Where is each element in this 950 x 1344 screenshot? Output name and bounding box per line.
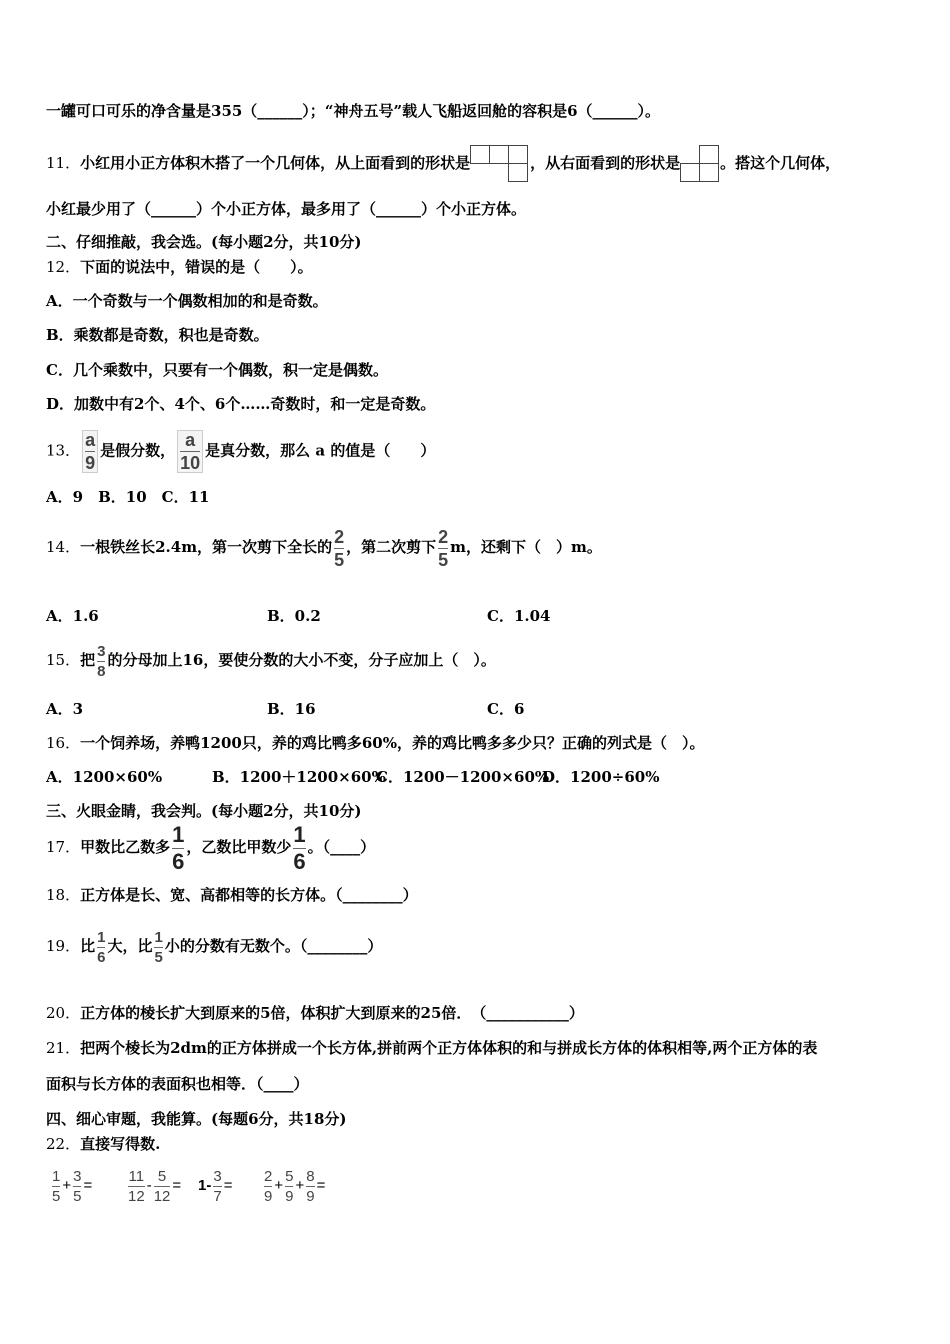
q15-option-b: B．16 bbox=[267, 700, 316, 718]
q16-option-c: C．1200－1200×60% bbox=[376, 768, 550, 786]
q21-line2: 面积与长方体的表面积也相等．（____） bbox=[46, 1075, 309, 1093]
q13-number: 13． bbox=[46, 441, 81, 460]
q22-expression-3: 1- $\frac{3}{7}$ = bbox=[198, 1167, 233, 1205]
q11-line2-text: 小红最少用了（______）个小正方体，最多用了（______）个小正方体。 bbox=[46, 200, 527, 218]
q19-stem: 19．比 $\frac{1}{6}$ 大，比 $\frac{1}{5}$ 小的分数有无数个。（________） bbox=[46, 928, 383, 966]
q20-stem: 20．正方体的棱长扩大到原来的5倍，体积扩大到原来的25倍． （___________） bbox=[46, 1004, 584, 1022]
q11-part1: 小红用小正方体积木搭了一个几何体，从上面看到的形状是 bbox=[80, 154, 471, 172]
q11-part2: ，从右面看到的形状是 bbox=[530, 154, 681, 172]
q19-fraction-2: $\frac{1}{5}$ bbox=[154, 928, 163, 966]
q16-option-a: A．1200×60% bbox=[46, 768, 163, 786]
q11-number: 11． bbox=[46, 154, 81, 172]
q20-number: 20． bbox=[46, 1004, 81, 1022]
section2-title: 二、仔细推敲，我会选。(每小题2分，共10分) bbox=[46, 233, 362, 251]
q10-tail bbox=[46, 101, 660, 121]
q13-options: A．9 B．10 C．11 bbox=[46, 488, 210, 506]
q17-fraction-1: $\frac{1}{6}$ bbox=[172, 821, 185, 874]
q21-number: 21． bbox=[46, 1039, 81, 1057]
q15-number: 15． bbox=[46, 651, 81, 669]
q19-fraction-1: $\frac{1}{6}$ bbox=[97, 928, 106, 966]
q18-number: 18． bbox=[46, 886, 81, 904]
right-view-figure bbox=[680, 145, 720, 183]
q14-fraction-1: $\frac{2}{5}$ bbox=[334, 526, 345, 570]
q18-stem: 18．正方体是长、宽、高都相等的长方体。（________） bbox=[46, 886, 418, 904]
section4-title: 四、细心审题，我能算。(每题6分，共18分) bbox=[46, 1110, 347, 1128]
q14-option-a: A．1.6 bbox=[46, 607, 99, 625]
q14-number: 14． bbox=[46, 538, 81, 556]
q22-expression-2: $\frac{11}{12}$ - $\frac{5}{12}$ = bbox=[128, 1167, 182, 1205]
q12-stem: 12．下面的说法中，错误的是（ ）。 bbox=[46, 258, 313, 276]
q12-option-b: B．乘数都是奇数，积也是奇数。 bbox=[46, 326, 269, 344]
q14-fraction-2: $\frac{2}{5}$ bbox=[438, 526, 449, 570]
q14-stem: 14．一根铁丝长2.4m，第一次剪下全长的 $\frac{2}{5}$ ，第二次剪下 $\frac{2}{5}$ m，还剩下（ ）m。 bbox=[46, 526, 602, 570]
q13-stem: 13． $\frac{a}{9}$ 是假分数， $\frac{a}{10}$ 是真分数，那么 a 的值是（ ） bbox=[46, 430, 436, 473]
q12-option-d: D．加数中有2个、4个、6个……奇数时，和一定是奇数。 bbox=[46, 395, 436, 413]
q22-number: 22． bbox=[46, 1135, 81, 1153]
q12-option-a: A．一个奇数与一个偶数相加的和是奇数。 bbox=[46, 292, 328, 310]
q15-option-a: A．3 bbox=[46, 700, 84, 718]
q13-fraction-1: $\frac{a}{9}$ bbox=[82, 430, 98, 473]
q17-fraction-2: $\frac{1}{6}$ bbox=[293, 821, 306, 874]
q10-tail-text: 一罐可口可乐的净含量是355（______）；“神舟五号”载人飞船返回舱的容积是6（______）。 bbox=[46, 102, 661, 120]
q15-stem: 15．把 $\frac{3}{8}$ 的分母加上16，要使分数的大小不变，分子应加上（ ）。 bbox=[46, 642, 496, 680]
q19-number: 19． bbox=[46, 937, 81, 955]
q11-line1 bbox=[46, 145, 840, 183]
q11-part3: 。搭这个几何体， bbox=[720, 154, 841, 172]
q17-stem: 17．甲数比乙数多 $\frac{1}{6}$ ，乙数比甲数少 $\frac{1}{6}$ 。（____） bbox=[46, 821, 376, 874]
q22-expression-1: $\frac{1}{5}$ + $\frac{3}{5}$ = bbox=[52, 1167, 93, 1205]
q13-fraction-2: $\frac{a}{10}$ bbox=[177, 430, 203, 473]
q22-expression-4: $\frac{2}{9}$ + $\frac{5}{9}$ + $\frac{8}{9}$ = bbox=[264, 1167, 326, 1205]
q16-option-d: D．1200÷60% bbox=[542, 768, 660, 786]
top-view-figure bbox=[470, 145, 530, 183]
q12-option-c: C．几个乘数中，只要有一个偶数，积一定是偶数。 bbox=[46, 361, 388, 379]
q15-option-c: C．6 bbox=[487, 700, 525, 718]
q14-option-c: C．1.04 bbox=[487, 607, 551, 625]
q22-stem: 22．直接写得数. bbox=[46, 1135, 161, 1153]
q15-fraction: $\frac{3}{8}$ bbox=[97, 642, 106, 680]
q14-option-b: B．0.2 bbox=[267, 607, 321, 625]
q16-option-b: B．1200＋1200×60% bbox=[212, 768, 386, 786]
q17-number: 17． bbox=[46, 838, 81, 856]
q11-line2 bbox=[46, 199, 526, 219]
q21-line1: 21．把两个棱长为2dm的正方体拼成一个长方体,拼前两个正方体体积的和与拼成长方体的体积相等,两个正方体的表 bbox=[46, 1039, 818, 1057]
q12-number: 12． bbox=[46, 258, 81, 276]
section3-title: 三、火眼金睛，我会判。(每小题2分，共10分) bbox=[46, 802, 362, 820]
q16-number: 16． bbox=[46, 734, 81, 752]
q16-stem: 16．一个饲养场，养鸭1200只，养的鸡比鸭多60%，养的鸡比鸭多多少只？正确的列式是（ ）。 bbox=[46, 734, 705, 752]
